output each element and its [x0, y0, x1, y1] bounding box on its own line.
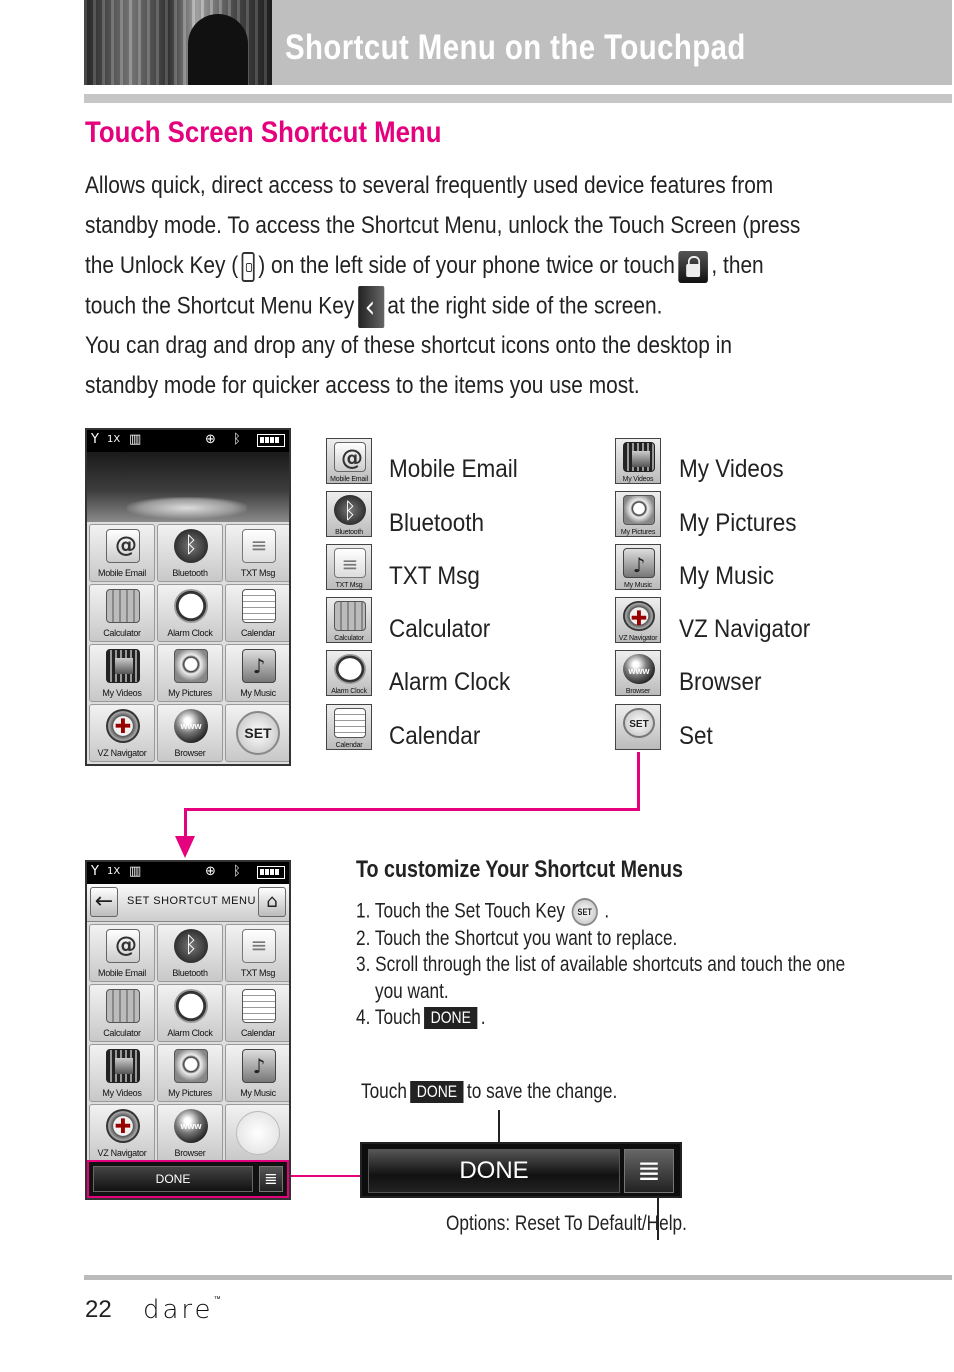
my-videos-icon — [106, 649, 140, 683]
network-indicator: 1X — [107, 866, 121, 877]
my-music-icon — [623, 548, 655, 578]
legend-label-vz-navigator: VZ Navigator — [679, 615, 811, 643]
bluetooth-icon — [174, 529, 208, 563]
step-1 — [356, 898, 609, 926]
vz-navigator-icon — [623, 601, 655, 631]
legend-label-my-videos: My Videos — [679, 455, 784, 483]
connector-vertical-right — [637, 752, 640, 811]
my-music-icon — [242, 649, 276, 683]
set-shortcut-title: SET SHORTCUT MENU — [127, 895, 256, 907]
legend-icon-bluetooth: ᛒ Bluetooth — [326, 491, 372, 537]
legend-label-my-music: My Music — [679, 562, 775, 590]
section-title: Touch Screen Shortcut Menu — [85, 116, 442, 149]
signal-icon: Y — [91, 432, 99, 447]
intro-line-1: Allows quick, direct access to several frequently used device features from — [85, 172, 774, 199]
legend-icon-set — [615, 704, 661, 750]
legend-icon-txt-msg: ≡ TXT Msg — [326, 544, 372, 590]
intro-line-3b: ) on the left side of your phone twice or touch — [258, 252, 675, 279]
intro-line-4b: at the right side of the screen. — [387, 292, 663, 320]
legend-label-mobile-email: Mobile Email — [389, 455, 518, 483]
unlock-key-icon — [242, 252, 255, 282]
shortcut-my-videos[interactable]: My Videos — [89, 1044, 155, 1102]
wallpaper — [87, 452, 289, 522]
phone-screen-shortcut-menu — [85, 428, 291, 766]
battery-icon — [257, 866, 285, 879]
customize-title: To customize Your Shortcut Menus — [356, 856, 683, 883]
phone-screen-set-shortcut — [85, 860, 291, 1200]
empty-slot-icon — [236, 1111, 280, 1155]
mobile-email-icon — [106, 529, 140, 563]
back-arrow-icon[interactable]: ← — [90, 887, 118, 917]
intro-line-6: standby mode for quicker access to the items you use most. — [85, 372, 640, 399]
my-pictures-icon — [174, 1049, 208, 1083]
shortcut-mobile-email[interactable]: @ Mobile Email — [89, 524, 155, 582]
signal-icon: Y — [91, 864, 99, 879]
options-note: Options: Reset To Default/Help. — [446, 1212, 687, 1235]
shortcut-my-music[interactable]: ♪ My Music — [225, 1044, 291, 1102]
txt-msg-icon — [242, 529, 276, 563]
mobile-email-icon — [334, 442, 366, 472]
connector-arrow — [175, 836, 195, 858]
shortcut-vz-navigator[interactable]: ✚ VZ Navigator — [89, 704, 155, 762]
legend-icon-calculator: Calculator — [326, 597, 372, 643]
calculator-icon — [106, 589, 140, 623]
browser-icon — [623, 654, 655, 684]
shortcut-browser[interactable]: www Browser — [157, 1104, 223, 1162]
legend-icon-browser: www Browser — [615, 650, 661, 696]
network-indicator: 1X — [107, 434, 121, 445]
footer-rule — [84, 1275, 952, 1280]
home-icon[interactable]: ⌂ — [258, 887, 286, 917]
my-music-icon — [242, 1049, 276, 1083]
calculator-icon — [106, 989, 140, 1023]
touch-done-note — [361, 1080, 617, 1104]
bluetooth-icon — [174, 929, 208, 963]
shortcut-mobile-email[interactable]: @ Mobile Email — [89, 924, 155, 982]
step-3-line-1: 3. Scroll through the list of available shortcuts and touch the one — [356, 953, 846, 976]
legend-label-bluetooth: Bluetooth — [389, 509, 485, 537]
touch-done-text-b: to save the change. — [466, 1080, 618, 1103]
calendar-icon — [334, 708, 366, 738]
done-bar-closeup — [360, 1142, 682, 1198]
step-1-end: . — [604, 899, 610, 923]
header-photo — [84, 0, 272, 85]
intro-line-3 — [85, 246, 833, 286]
vz-navigator-icon — [106, 709, 140, 743]
step-4 — [356, 1006, 486, 1030]
my-pictures-icon — [623, 495, 655, 525]
shortcut-menu-key-icon — [358, 286, 384, 328]
my-videos-icon — [623, 442, 655, 472]
status-bar — [87, 430, 289, 452]
shortcut-my-pictures[interactable]: My Pictures — [157, 1044, 223, 1102]
signal-bars-icon: ▥ — [129, 864, 142, 879]
shortcut-empty-slot[interactable] — [225, 1104, 291, 1162]
shortcut-my-pictures[interactable]: My Pictures — [157, 644, 223, 702]
done-bar — [87, 1160, 289, 1198]
legend-label-txt-msg: TXT Msg — [389, 562, 480, 590]
shortcut-txt-msg[interactable]: ≡ TXT Msg — [225, 524, 291, 582]
intro-line-3a: the Unlock Key ( — [85, 252, 239, 279]
shortcut-vz-navigator[interactable]: ✚ VZ Navigator — [89, 1104, 155, 1162]
set-shortcut-title-bar — [87, 884, 289, 922]
bluetooth-icon — [334, 495, 366, 525]
shortcut-grid — [89, 524, 291, 762]
intro-line-2: standby mode. To access the Shortcut Menu, unlock the Touch Screen (press — [85, 212, 801, 239]
calculator-icon — [334, 601, 366, 631]
legend-label-calculator: Calculator — [389, 615, 491, 643]
intro-line-5: You can drag and drop any of these shortcut icons onto the desktop in — [85, 332, 732, 359]
connector-horizontal — [184, 808, 640, 811]
page-title: Shortcut Menu on the Touchpad — [285, 28, 746, 67]
signal-bars-icon: ▥ — [129, 432, 142, 447]
shortcut-calculator[interactable]: Calculator — [89, 584, 155, 642]
legend-label-my-pictures: My Pictures — [679, 509, 797, 537]
shortcut-txt-msg[interactable]: ≡ TXT Msg — [225, 924, 291, 982]
bluetooth-status-icon: ᛒ — [233, 864, 241, 879]
shortcut-set[interactable] — [225, 704, 291, 762]
brand-logo: dare™ — [143, 1295, 221, 1325]
intro-line-4a: touch the Shortcut Menu Key — [85, 292, 355, 320]
legend-icon-vz-navigator: ✚ VZ Navigator — [615, 597, 661, 643]
legend-label-calendar: Calendar — [389, 722, 481, 750]
browser-icon — [174, 709, 208, 743]
set-button[interactable]: SET — [236, 711, 280, 755]
shortcut-browser[interactable]: www Browser — [157, 704, 223, 762]
mobile-email-icon — [106, 929, 140, 963]
shortcut-my-music[interactable]: ♪ My Music — [225, 644, 291, 702]
intro-line-4 — [85, 286, 833, 328]
shortcut-alarm-clock[interactable]: Alarm Clock — [157, 984, 223, 1042]
shortcut-calendar[interactable]: Calendar — [225, 584, 291, 642]
legend-label-alarm-clock: Alarm Clock — [389, 668, 511, 696]
page-number: 22 — [85, 1296, 112, 1323]
step-1-text: 1. Touch the Set Touch Key — [356, 899, 566, 923]
my-pictures-icon — [174, 649, 208, 683]
location-icon: ⊕ — [205, 864, 216, 879]
legend-label-browser: Browser — [679, 668, 762, 696]
status-bar — [87, 862, 289, 884]
bluetooth-status-icon: ᛒ — [233, 432, 241, 447]
shortcut-my-videos[interactable]: My Videos — [89, 644, 155, 702]
set-icon — [623, 708, 655, 738]
options-menu-icon[interactable]: ≣ — [624, 1149, 674, 1193]
legend-icon-calendar: Calendar — [326, 704, 372, 750]
battery-icon — [257, 434, 285, 447]
connector-done-bar — [291, 1175, 361, 1177]
shortcut-grid — [89, 924, 291, 1162]
header-rule — [84, 94, 952, 103]
legend-icon-alarm-clock: Alarm Clock — [326, 650, 372, 696]
txt-msg-icon — [334, 548, 366, 578]
shortcut-bluetooth[interactable]: ᛒ Bluetooth — [157, 924, 223, 982]
lock-icon — [678, 251, 708, 283]
options-menu-icon[interactable]: ≣ — [259, 1166, 283, 1192]
step-2: 2. Touch the Shortcut you want to replace. — [356, 927, 678, 950]
legend-icon-my-videos: My Videos — [615, 438, 661, 484]
step-4-text: 4. Touch — [356, 1006, 421, 1029]
touch-done-text-a: Touch — [361, 1080, 407, 1103]
location-icon: ⊕ — [205, 432, 216, 447]
intro-line-3c: , then — [711, 252, 764, 279]
legend-icon-my-pictures: My Pictures — [615, 491, 661, 537]
done-chip-2: DONE — [410, 1081, 463, 1103]
alarm-clock-icon — [334, 654, 366, 684]
alarm-clock-icon — [174, 589, 208, 623]
shortcut-bluetooth[interactable]: ᛒ Bluetooth — [157, 524, 223, 582]
done-chip: DONE — [424, 1007, 477, 1029]
txt-msg-icon — [242, 929, 276, 963]
vz-navigator-icon — [106, 1109, 140, 1143]
my-videos-icon — [106, 1049, 140, 1083]
calendar-icon — [242, 589, 276, 623]
legend-icon-my-music: ♪ My Music — [615, 544, 661, 590]
set-key-icon: SET — [572, 898, 598, 926]
alarm-clock-icon — [174, 989, 208, 1023]
legend-label-set: Set — [679, 722, 713, 750]
browser-icon — [174, 1109, 208, 1143]
calendar-icon — [242, 989, 276, 1023]
shortcut-alarm-clock[interactable]: Alarm Clock — [157, 584, 223, 642]
step-3-line-2: you want. — [375, 980, 449, 1003]
shortcut-calculator[interactable]: Calculator — [89, 984, 155, 1042]
done-button-large[interactable]: DONE — [368, 1149, 620, 1193]
legend-icon-mobile-email: @ Mobile Email — [326, 438, 372, 484]
connector-vertical-left — [184, 808, 187, 838]
shortcut-calendar[interactable]: Calendar — [225, 984, 291, 1042]
done-button[interactable]: DONE — [93, 1166, 253, 1192]
step-4-end: . — [480, 1006, 486, 1029]
